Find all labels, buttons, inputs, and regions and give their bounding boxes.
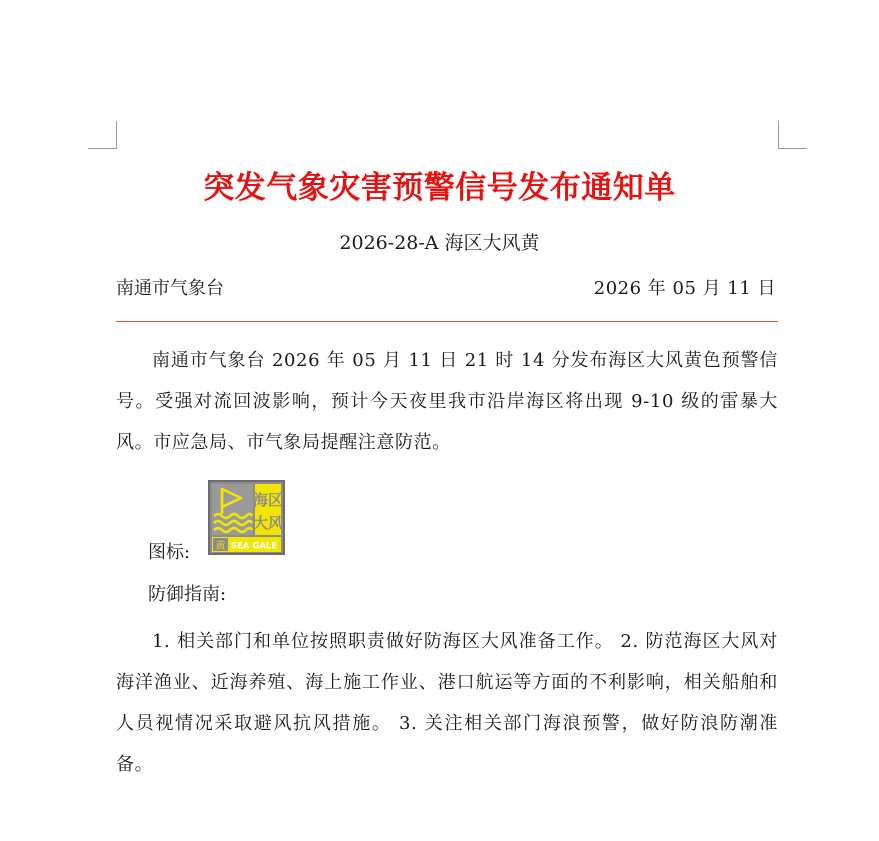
issuer-name: 南通市气象台 xyxy=(116,278,224,299)
header-divider xyxy=(116,321,778,322)
guide-paragraph: 1. 相关部门和单位按照职责做好防海区大风准备工作。 2. 防范海区大风对海洋渔业、近海养殖、海上施工作业、港口航运等方面的不利影响，相关船舶和人员视情况采取避风抗风措施。 3. 关注相关部门海浪预警，做好防浪防潮准备。 xyxy=(116,631,778,775)
page-corner-mark-top-right xyxy=(778,121,807,149)
page-corner-mark-top-left xyxy=(88,121,117,149)
sea-gale-yellow-warning-icon xyxy=(208,480,285,555)
document-title: 突发气象灾害预警信号发布通知单 xyxy=(203,170,676,206)
document-subtitle: 2026-28-A 海区大风黄 xyxy=(339,232,540,254)
body-paragraph: 南通市气象台 2026 年 05 月 11 日 21 时 14 分发布海区大风黄色预警信号。受强对流回波影响，预计今天夜里我市沿岸海区将出现 9-10 级的雷暴大风。市应急局、市气象局提醒注意防范。 xyxy=(116,350,778,453)
icon-level-char: 黄 xyxy=(215,541,226,552)
icon-chars-bottom: 大风 xyxy=(252,514,284,532)
icon-label: 图标: xyxy=(148,542,191,563)
issue-date: 2026 年 05 月 11 日 xyxy=(593,278,776,299)
icon-chars-top: 海区 xyxy=(252,491,284,509)
guide-label: 防御指南: xyxy=(148,584,227,605)
icon-english-text: SEA GALE xyxy=(230,541,278,552)
